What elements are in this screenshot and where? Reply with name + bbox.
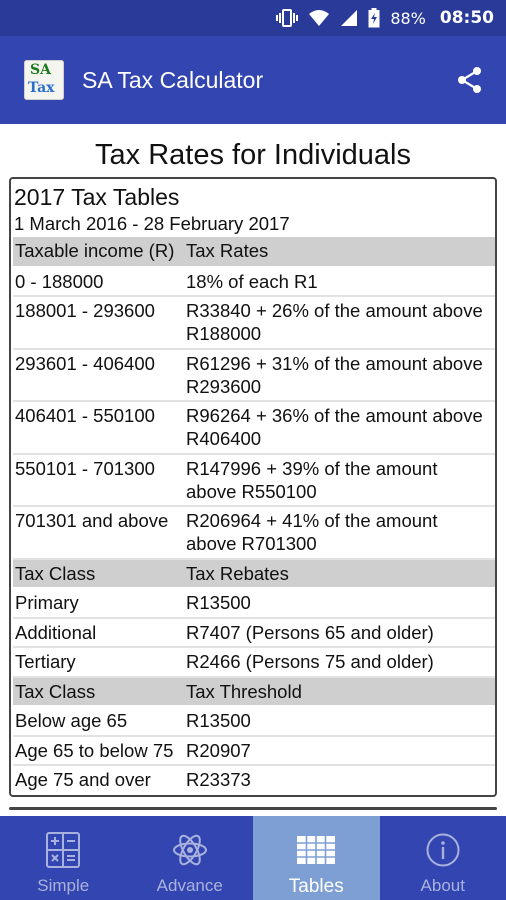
income-cell: 0 - 188000 [15, 270, 104, 292]
status-bar [0, 0, 506, 36]
header-cell: Taxable income (R) [15, 240, 175, 261]
income-cell: 406401 - 550100 [15, 405, 155, 426]
value-cell: R2466 (Persons 75 and older) [186, 651, 434, 672]
value-cell: R13500 [186, 592, 251, 613]
table-icon [296, 830, 336, 870]
rate-cell: R33840 + 26% of the amount above R188000 [186, 300, 483, 344]
nav-advance[interactable] [127, 816, 254, 900]
class-cell: Age 75 and over [15, 769, 151, 790]
header-cell: Tax Class [15, 562, 96, 584]
info-icon [423, 830, 463, 870]
tax-table [13, 237, 495, 795]
signal-icon [340, 8, 358, 28]
class-cell: Age 65 to below 75 [15, 739, 174, 761]
table-row [13, 706, 495, 736]
app-logo [24, 60, 64, 100]
table-row [13, 349, 495, 402]
table-row [13, 267, 495, 297]
app-bar [0, 36, 506, 124]
nav-label: Simple [37, 876, 90, 895]
header-cell: Tax Class [15, 680, 96, 702]
table-row [13, 296, 495, 349]
rate-cell: 18% of each R1 [186, 270, 318, 292]
calculator-icon [43, 830, 83, 870]
wifi-icon [308, 8, 330, 28]
table-row [13, 588, 495, 618]
income-cell: 550101 - 701300 [15, 457, 155, 479]
tax-table-card [9, 177, 497, 797]
bottom-nav [0, 816, 506, 900]
tax-table-period: 1 March 2016 - 28 February 2017 [14, 213, 290, 234]
rate-cell: R206964 + 41% of the amount above R701300 [186, 510, 438, 554]
value-cell: R7407 (Persons 65 and older) [186, 621, 434, 643]
content-area[interactable] [0, 124, 506, 816]
battery-percent: 88% [390, 8, 426, 28]
class-cell: Tertiary [15, 651, 76, 672]
class-cell: Below age 65 [15, 710, 128, 731]
header-cell: Tax Rates [186, 240, 269, 261]
table-row [13, 736, 495, 766]
rate-cell: R147996 + 39% of the amount above R550100 [186, 457, 438, 502]
table-row [13, 618, 495, 648]
header-cell: Tax Rebates [186, 562, 289, 584]
nav-about[interactable] [380, 816, 506, 900]
app-title: SA Tax Calculator [82, 66, 264, 93]
vibrate-icon [276, 8, 298, 28]
table-row [13, 765, 495, 795]
table-row [13, 454, 495, 507]
tax-table-title: 2017 Tax Tables [14, 184, 180, 210]
brackets-header-row [13, 237, 495, 267]
nav-tables[interactable] [253, 816, 380, 900]
value-cell: R20907 [186, 739, 251, 761]
next-card-edge [9, 807, 497, 810]
value-cell: R13500 [186, 710, 251, 731]
income-cell: 188001 - 293600 [15, 300, 155, 321]
rebates-header-row [13, 559, 495, 589]
battery-charging-icon [368, 8, 380, 28]
income-cell: 701301 and above [15, 510, 169, 531]
nav-label: Advance [156, 876, 223, 895]
atom-icon [170, 830, 210, 870]
nav-label: Tables [288, 876, 344, 897]
threshold-header-row [13, 677, 495, 707]
nav-simple[interactable] [0, 816, 127, 900]
table-row [13, 647, 495, 677]
header-cell: Tax Threshold [186, 680, 302, 702]
share-button[interactable] [456, 66, 484, 94]
rate-cell: R96264 + 36% of the amount above R406400 [186, 405, 483, 449]
value-cell: R23373 [186, 769, 251, 790]
income-cell: 293601 - 406400 [15, 352, 155, 374]
nav-label: About [420, 876, 465, 895]
logo-sa-text: SA [30, 62, 51, 78]
class-cell: Primary [15, 592, 79, 613]
table-row [13, 506, 495, 559]
table-row [13, 401, 495, 454]
share-icon [456, 66, 484, 94]
class-cell: Additional [15, 621, 97, 643]
logo-tax-text: Tax [28, 80, 55, 96]
status-time: 08:50 [439, 8, 494, 28]
rate-cell: R61296 + 31% of the amount above R293600 [186, 352, 483, 397]
page-title: Tax Rates for Individuals [95, 139, 411, 171]
